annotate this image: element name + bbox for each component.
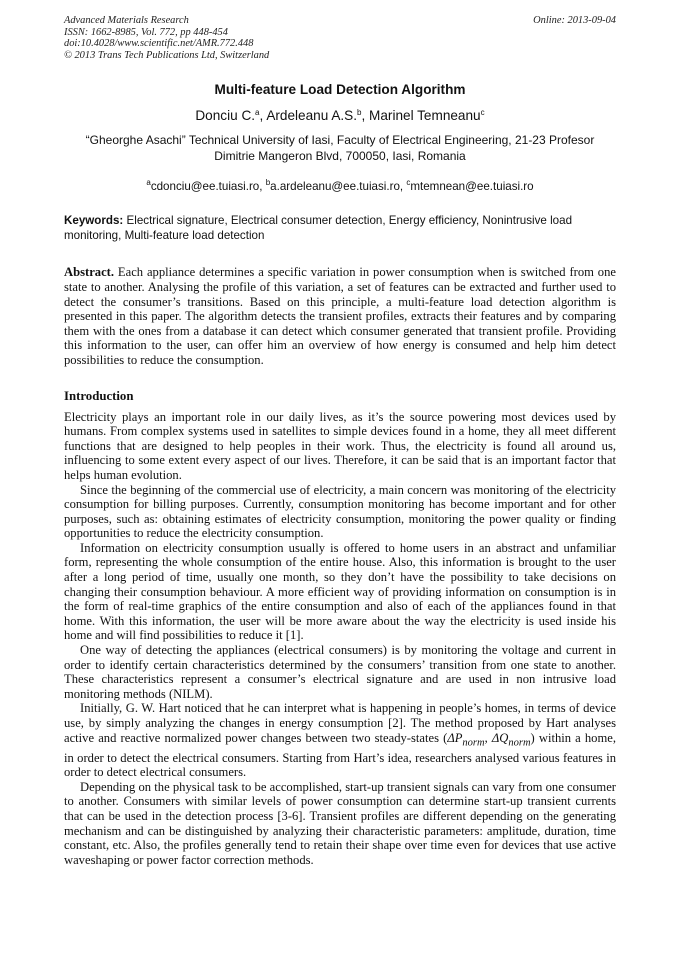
author-3-mark: c	[480, 108, 485, 118]
keywords-label: Keywords:	[64, 214, 124, 228]
abstract-text: Each appliance determines a specific variation in power consumption when is switched from one state to another. Analysing the profile of this variation, a set of features can be extracted and further used to detect the consumer’s transitions. Based on this principle, a multi-feature load detection algorithm is presented in this paper. The algorithm detects the transient profiles, extracts their features and by comparing them with the ones from a database it can detect which consumer generated that transient profile. Providing this information to the user, can offer him an overview of how energy is consumed and help him detect possibilities to reduce the consumption.	[64, 265, 616, 367]
paragraph-5	[64, 701, 616, 779]
journal-name: Advanced Materials Research	[64, 15, 189, 26]
email-3[interactable]: mtemnean@ee.tuiasi.ro	[410, 180, 534, 194]
introduction-body	[64, 410, 616, 868]
paragraph-5-part-a: Initially, G. W. Hart noticed that he can interpret what is happening in people’s homes, in terms of device use, by simply analyzing the changes in energy consumption [2]. The method proposed by Hart analyses active and reactive normalized power changes between two steady-states (	[64, 701, 616, 745]
author-1: Donciu C.	[195, 108, 256, 124]
paragraph-3: Information on electricity consumption usually is offered to home users in an abstract and unfamiliar form, representing the whole consumption of the entire house. Also, this information is brought to the user after a long period of time, usually one month, so they don’t have the possibility to take decisions on changing their consumption behaviour. A more efficient way of providing information on consumption is in the form of real-time graphics of the entire consumption and also of each of the appliances found in that home. With this information, the user will be more aware about the way the electricity is used inside his home and will find possibilities to reduce it [1].	[64, 540, 616, 643]
email-2-mark: b	[265, 178, 271, 188]
delta-q-subscript: norm	[508, 737, 531, 749]
author-1-mark: a	[255, 108, 260, 118]
abstract-block	[64, 265, 616, 367]
email-2[interactable]: a.ardeleanu@ee.tuiasi.ro,	[270, 180, 404, 194]
author-2: Ardeleanu A.S.	[266, 108, 358, 124]
author-3: Marinel Temneanu	[369, 108, 481, 124]
delta-p-symbol: ΔP	[447, 730, 463, 745]
email-1-mark: a	[146, 178, 151, 188]
paragraph-1: Electricity plays an important role in our daily lives, as it’s the source powering most devices used by humans. From complex systems used in satellites to simple devices found in a home, they all meet different functions that are designed to help peoples in their work. Thus, the electricity is found all around us, influencing to some extent every aspect of our lives. Therefore, it can be said that is an important factor that helps human evolution.	[64, 409, 616, 482]
keywords-text: Electrical signature, Electrical consumer detection, Energy efficiency, Nonintrusive load monitoring, Multi-feature load detection	[64, 214, 573, 242]
affiliation: “Gheorghe Asachi” Technical University of Iasi, Faculty of Electrical Engineering, 21-23 Profesor Dimitrie Mangeron Blvd, 700050, Iasi, Romania	[85, 133, 595, 163]
copyright-line: © 2013 Trans Tech Publications Ltd, Switzerland	[64, 49, 270, 61]
author-list: Donciu C.$^a$, Ardeleanu A.S.$^b$, Marinel Temneanu$^c$	[195, 108, 485, 124]
email-1[interactable]: cdonciu@ee.tuiasi.ro,	[150, 180, 263, 194]
journal-header	[64, 15, 616, 61]
delta-p-subscript: norm	[462, 737, 485, 749]
keywords-block	[64, 214, 616, 243]
section-heading-introduction: Introduction	[64, 388, 134, 403]
paragraph-4: One way of detecting the appliances (electrical consumers) is by monitoring the voltage and current in order to identify certain characteristics determined by the consumers’ transition from one state to another. These characteristics represent a consumer’s electrical signature and are used in non intrusive load monitoring methods (NILM).	[64, 643, 616, 701]
online-date: Online: 2013-09-04	[533, 15, 616, 26]
issn-line: ISSN: 1662-8985, Vol. 772, pp 448-454	[64, 26, 228, 38]
email-3-mark: c	[406, 178, 411, 188]
paragraph-5-part-c: ) within a home, in order to detect the electrical consumers. Starting from Hart’s idea, researchers analysed various features in order to detect electrical consumers.	[64, 730, 617, 780]
paragraph-5-part-b: ,	[484, 730, 492, 745]
abstract-label: Abstract.	[64, 265, 115, 280]
paper-page	[64, 15, 616, 867]
paragraph-2: Since the beginning of the commercial use of electricity, a main concern was monitoring of the electricity consumption for billing purposes. Currently, consumption monitoring has become important and for other purposes, such as: obtaining estimates of electricity consumption, monitoring the power quality or finding opportunities to reduce the electricity consumption.	[64, 482, 616, 541]
doi-line: doi:10.4028/www.scientific.net/AMR.772.448	[64, 38, 254, 50]
author-2-mark: b	[357, 108, 362, 118]
author-emails	[64, 175, 616, 194]
paragraph-6: Depending on the physical task to be accomplished, start-up transient signals can vary from one consumer to another. Consumers with similar levels of power consumption can determine start-up transient currents that can be used in the detection process [3-6]. Transient profiles are different depending on the generating mechanism and can be distinguished by analyzing their characteristic parameters: amplitude, duration, time constant, etc. Also, the profiles generally tend to retain their shape over time even for devices that use active waveshaping or power factor correction methods.	[64, 779, 616, 867]
delta-q-symbol: ΔQ	[491, 730, 509, 745]
paper-title: Multi-feature Load Detection Algorithm	[214, 82, 466, 98]
